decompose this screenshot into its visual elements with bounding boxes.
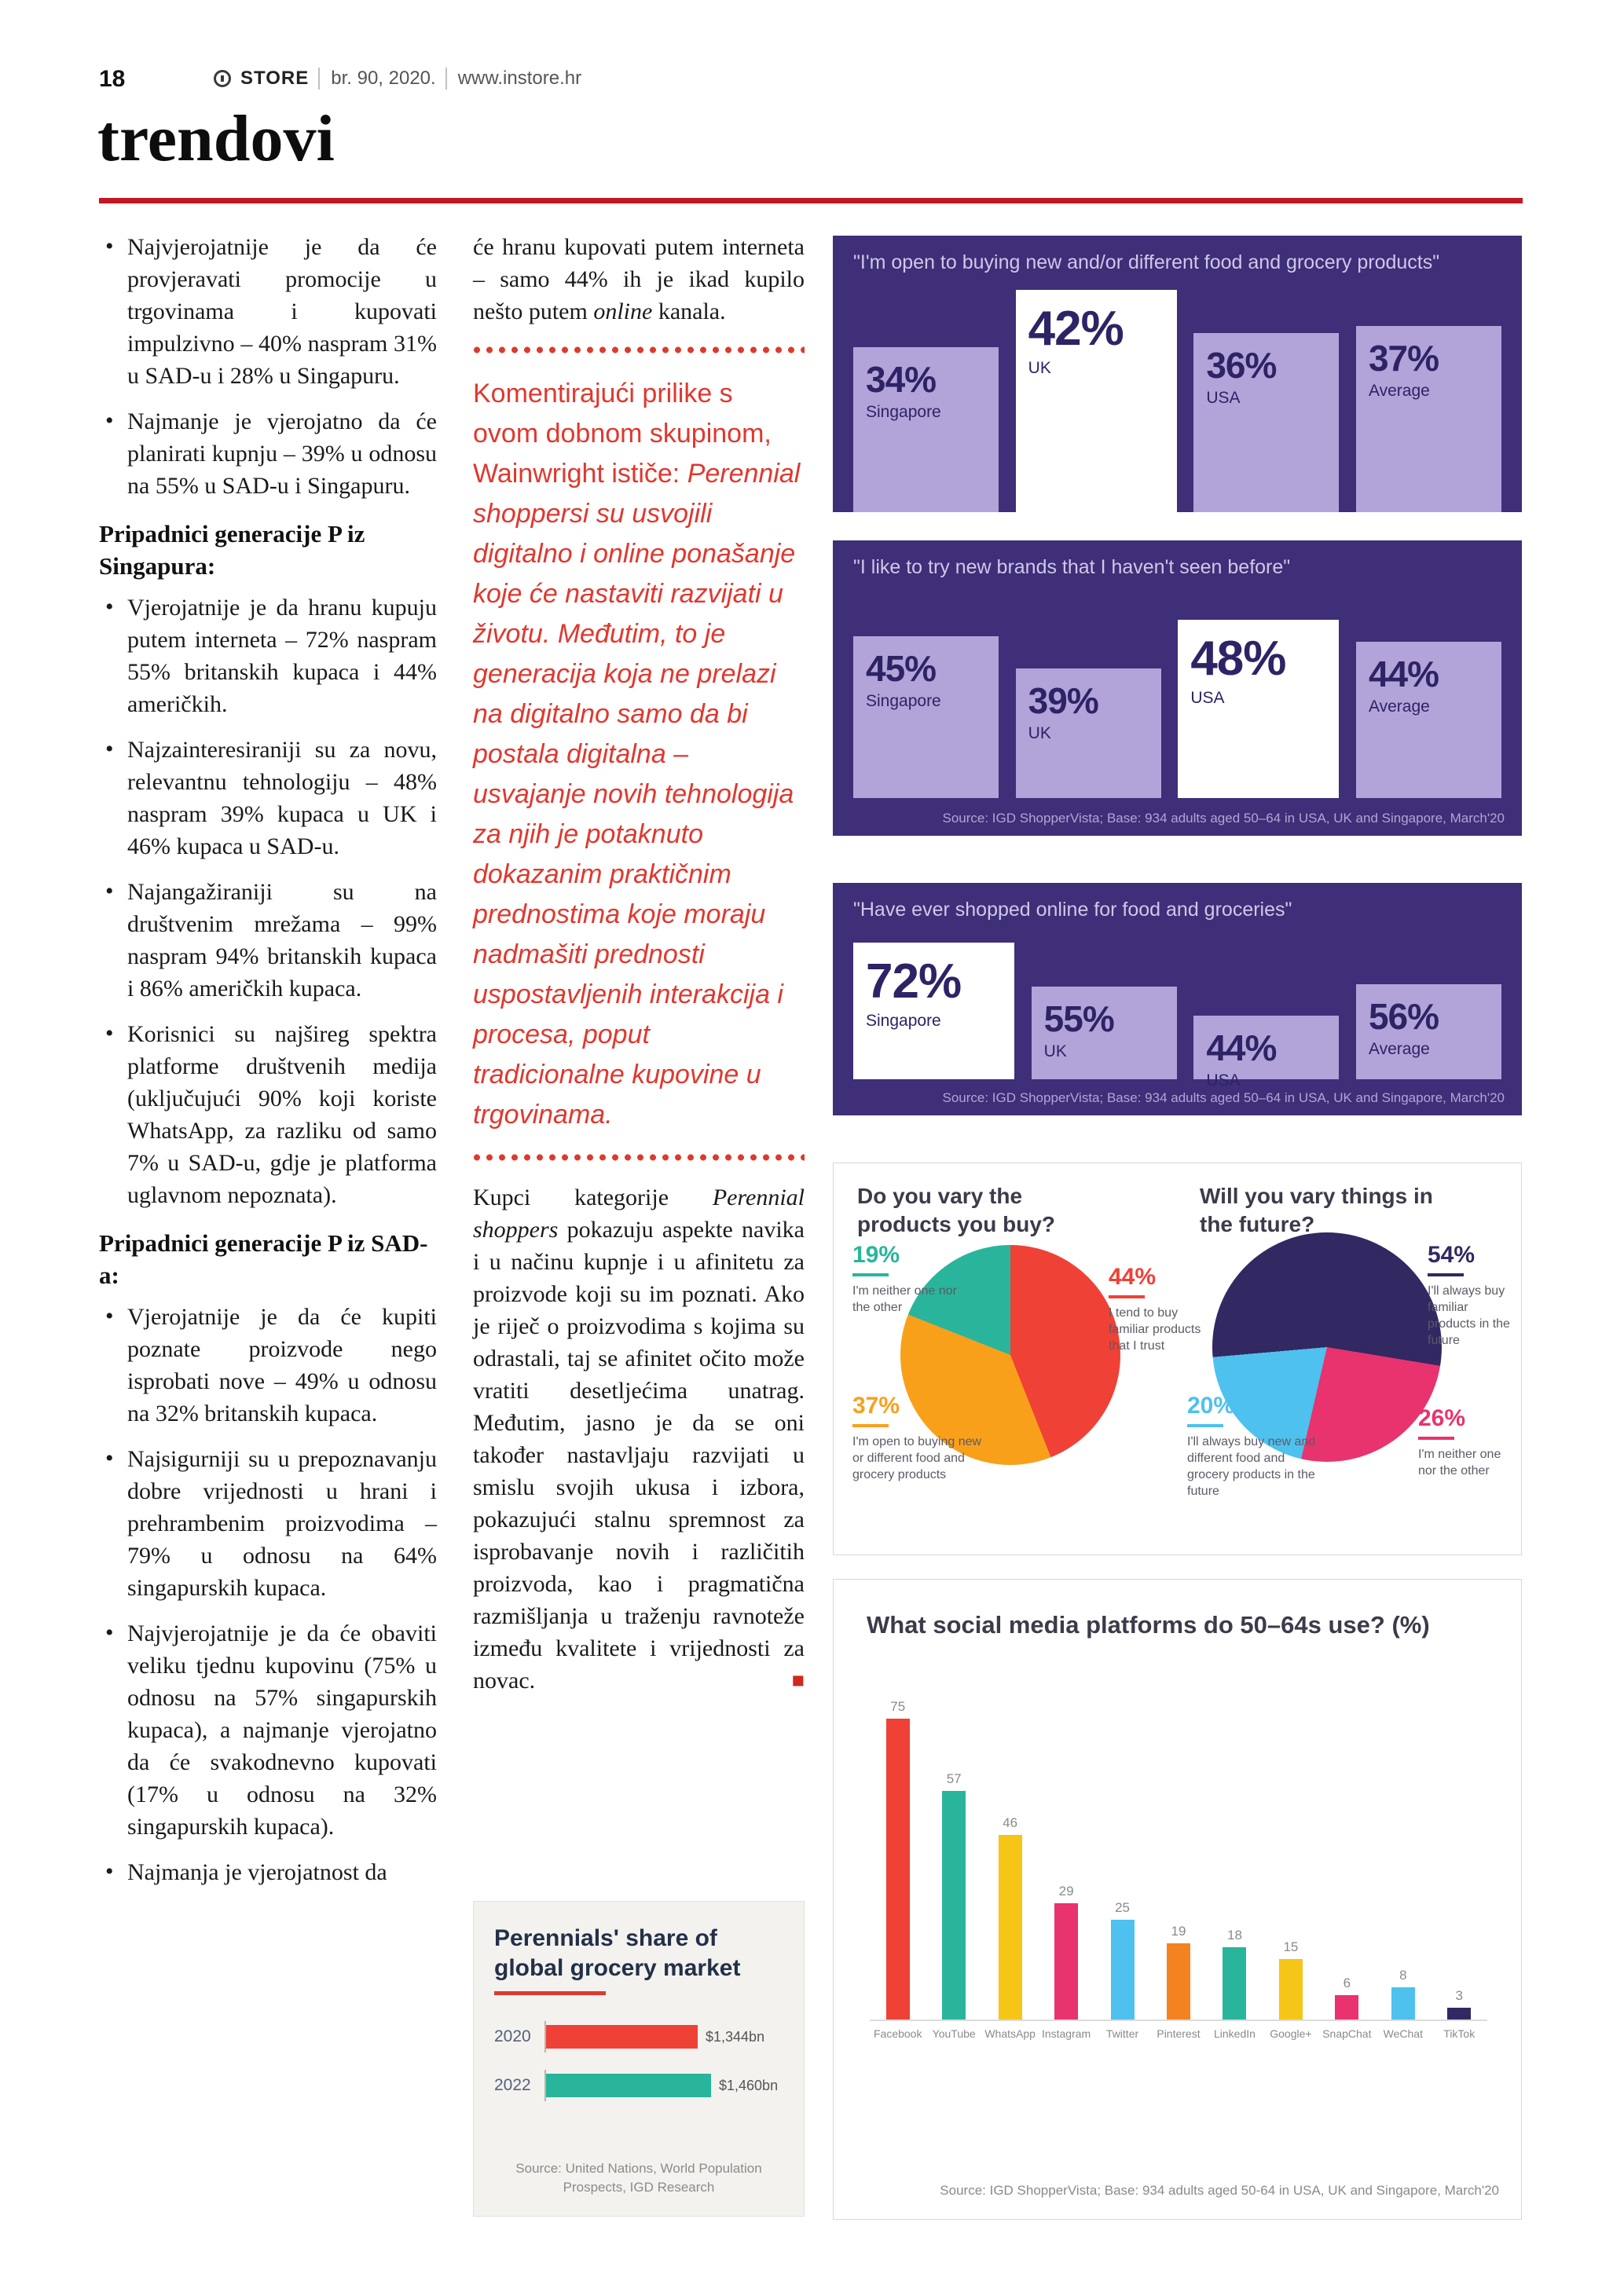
bullet-icon: • [105, 1620, 114, 1646]
pie-percent: 44% [1109, 1264, 1157, 1290]
chart-title: "I'm open to buying new and/or different food and grocery products" [853, 251, 1440, 273]
closing-text: Kupci kategorije [473, 1185, 713, 1210]
bar-category: TikTok [1443, 2027, 1476, 2040]
intro-paragraph [473, 231, 805, 328]
bullet-item [99, 591, 437, 720]
social-media-chart-panel [833, 1579, 1522, 2220]
pie-description: I'll always buy familiar products in the future [1428, 1284, 1510, 1347]
pie-description: I'll always buy new and different food and grocery products in the future [1187, 1435, 1316, 1498]
bullet-item [99, 1856, 437, 1888]
survey-chart-panel-new-brands [833, 540, 1522, 836]
bar [886, 1719, 910, 2020]
pie-percent: 20% [1187, 1393, 1235, 1419]
bar-value: 18 [1226, 1928, 1242, 1943]
bar-category: WeChat [1383, 2027, 1423, 2040]
masthead [214, 68, 581, 90]
survey-chart-panel-open-to-new [833, 236, 1522, 512]
pie-label [1187, 1393, 1319, 1500]
social-bar-wechat [1375, 1968, 1431, 2020]
chart-title: Perennials' share of global grocery market [494, 1925, 741, 1981]
bar-category: UK [1028, 359, 1051, 377]
bar-usa [1193, 1016, 1339, 1089]
bar [1335, 1995, 1358, 2020]
end-of-article-mark: ■ [791, 1668, 805, 1692]
social-bar-whatsapp [982, 1815, 1038, 2020]
subheading: Pripadnici generacije P iz Singapura: [99, 520, 365, 580]
bar [1447, 2008, 1471, 2020]
title-underline [494, 1991, 606, 1995]
bar-value: 3 [1455, 1988, 1463, 2003]
bullet-text: Vjerojatnije je da će kupiti poznate proizvode nego isprobati nove – 49% u odnosu na 32% britanskih kupaca. [127, 1304, 437, 1426]
bar-singapore [853, 943, 1014, 1079]
bar-category: UK [1028, 724, 1051, 742]
bar-category: USA [1190, 689, 1225, 707]
instore-logo-icon [214, 70, 231, 87]
bullet-text: Najmanje je vjerojatno da će planirati kupnju – 39% u odnosu na 55% u SAD-u i Singapuru. [127, 408, 437, 499]
bar-category: USA [1206, 1071, 1241, 1089]
social-bar-snapchat [1319, 1976, 1375, 2020]
bar-category: Pinterest [1157, 2027, 1201, 2040]
bullet-icon: • [105, 1858, 114, 1884]
bullet-text: Vjerojatnije je da hranu kupuju putem interneta – 72% naspram 55% britanskih kupaca i 44% američkih. [127, 595, 437, 717]
bar-value: 8 [1399, 1968, 1407, 1983]
bar-category: Average [1368, 1040, 1430, 1058]
bar-average [1356, 984, 1501, 1079]
bar [999, 1835, 1022, 2020]
brand-name: STORE [240, 68, 310, 89]
bar-category: Facebook [873, 2027, 922, 2040]
bar-uk [1032, 987, 1177, 1079]
bar-usa [1178, 620, 1339, 798]
social-bar-facebook [870, 1699, 926, 2020]
grocery-share-row [494, 2070, 791, 2101]
bullet-text: Najsigurniji su u prepoznavanju dobre vrijednosti u hrani i prehrambenim proizvodima – 79% u odnosu na 64% singapurskih kupaca. [127, 1446, 437, 1601]
left-column [99, 231, 437, 1902]
page-number: 18 [99, 66, 126, 92]
social-bar-google [1263, 1939, 1318, 2020]
bar-value: 42% [1028, 302, 1124, 356]
row-bar [546, 2025, 698, 2049]
bar-value: 25 [1115, 1900, 1130, 1915]
survey-chart-panel-online-shopping [833, 883, 1522, 1115]
pie-label [1418, 1405, 1517, 1479]
pie-chart-vary-future [834, 1163, 1521, 1554]
social-bar-pinterest [1150, 1924, 1206, 2020]
closing-paragraph [473, 1181, 805, 1697]
bar [1054, 1903, 1078, 2020]
chart-source: Source: IGD ShopperVista; Base: 934 adults aged 50–64 in USA, UK and Singapore, March'20 [942, 1090, 1505, 1105]
row-year: 2020 [494, 2027, 531, 2045]
pie-color-line [1187, 1424, 1223, 1427]
bullet-item [99, 1018, 437, 1211]
bullet-icon: • [105, 1303, 114, 1329]
bar-value: 19 [1171, 1924, 1186, 1939]
bar [1223, 1947, 1246, 2020]
bar-category: Singapore [866, 692, 941, 710]
bar-category: Singapore [866, 1012, 941, 1030]
bar-value: 29 [1058, 1884, 1074, 1899]
bar-value: 15 [1283, 1939, 1299, 1954]
pie-description: I'm neither one nor the other [852, 1284, 957, 1314]
chart-source: Source: IGD ShopperVista; Base: 934 adults aged 50-64 in USA, UK and Singapore, March'20 [940, 2183, 1499, 2198]
bar-category: Average [1368, 698, 1430, 716]
pie-charts-panel [833, 1163, 1522, 1555]
bar-category: Twitter [1105, 2027, 1139, 2040]
grocery-share-row [494, 2021, 791, 2052]
bar-category: UK [1043, 1042, 1067, 1060]
chart-title: "Have ever shopped online for food and groceries" [853, 899, 1292, 921]
chart-title: Will you vary things in the future? [1200, 1184, 1433, 1236]
bar-value: 46 [1003, 1815, 1018, 1830]
perennials-chart-box [473, 1901, 805, 2217]
bullet-icon: • [105, 1445, 114, 1471]
social-bar-instagram [1038, 1884, 1094, 2020]
chart-categories [870, 2027, 1487, 2040]
chart-bars [853, 620, 1501, 798]
bar-value: 44% [1368, 654, 1439, 694]
bar-value: 45% [866, 648, 937, 689]
bar-value: 37% [1368, 338, 1439, 379]
bar-usa [1193, 333, 1339, 512]
bullet-icon: • [105, 736, 114, 762]
chart-title: Do you vary the products you buy? [857, 1184, 1055, 1236]
bar-value: 48% [1190, 632, 1286, 686]
bar-category: LinkedIn [1213, 2027, 1256, 2040]
dotted-separator [473, 1154, 805, 1161]
section-title: trendovi [97, 102, 335, 175]
dotted-separator [473, 346, 805, 353]
chart-rows [494, 2021, 791, 2118]
bar-value: 39% [1028, 680, 1098, 721]
bar-singapore [853, 347, 999, 512]
bullet-item [99, 876, 437, 1005]
bar-category: YouTube [932, 2027, 976, 2040]
pie-percent: 37% [852, 1393, 900, 1419]
bar-category: USA [1206, 389, 1241, 407]
row-bar [546, 2074, 711, 2097]
pie-description: I'm open to buying new or different food and grocery products [852, 1435, 982, 1481]
bar-value: 72% [866, 954, 962, 1009]
row-year: 2022 [494, 2076, 531, 2094]
bar-average [1356, 642, 1501, 798]
social-bar-linkedin [1207, 1928, 1263, 2020]
pie-label [1428, 1242, 1517, 1349]
social-bar-twitter [1094, 1900, 1150, 2020]
bar-category: Singapore [866, 403, 941, 421]
bar-category: SnapChat [1322, 2027, 1372, 2040]
bullet-item [99, 734, 437, 862]
intro-text: će hranu kupovati putem interneta – samo 44% ih je ikad kupilo nešto putem [473, 234, 805, 324]
pie-percent: 19% [852, 1242, 900, 1268]
bar-uk [1016, 290, 1177, 512]
chart-title: What social media platforms do 50–64s use? (%) [867, 1611, 1430, 1639]
bar-uk [1016, 668, 1161, 798]
title-rule [99, 198, 1523, 203]
site-url: www.instore.hr [445, 68, 581, 90]
closing-text-end: pokazuju aspekte navika i u načinu kupnje i u afinitetu za proizvode koji su im poznati. Ako je riječ o proizvodima s kojima su odrastali, taj se afinitet očito može vratiti desetljećima unatrag. Međutim, jasno je da se oni također nastavljaju razvijati u smislu svojih ukusa i izbora, pokazujući stalnu spremnost za isprobavanje novih i različitih proizvoda, kao i pragmatična razmišljanja u traženju ravnoteže između kvalitete i vrijednosti za novac. [473, 1217, 805, 1694]
bar-value: 56% [1368, 996, 1439, 1037]
bullet-item [99, 1443, 437, 1604]
bullet-icon: • [105, 594, 114, 620]
bullet-icon: • [105, 233, 114, 259]
intro-italic-text: online [593, 298, 653, 324]
issue-label: br. 90, 2020. [318, 68, 435, 90]
middle-column [473, 231, 805, 1697]
bullet-icon: • [105, 1020, 114, 1046]
bar [1391, 1987, 1415, 2020]
bar-value: 34% [866, 359, 937, 400]
bullet-item [99, 231, 437, 392]
bar-singapore [853, 636, 999, 798]
chart-title: "I like to try new brands that I haven't seen before" [853, 556, 1291, 578]
bar-value: 6 [1343, 1976, 1351, 1990]
intro-text-end: kanala. [652, 298, 726, 324]
row-bar-wrap [544, 2070, 711, 2101]
bullet-item [99, 1301, 437, 1430]
pie-color-line [1428, 1273, 1464, 1276]
social-bar-youtube [926, 1771, 981, 2020]
closing-italic-text: Perennial shoppers [473, 1185, 805, 1243]
bar-value: 57 [946, 1771, 962, 1786]
bullet-icon: • [105, 878, 114, 904]
bullet-item [99, 405, 437, 502]
subheading: Pripadnici generacije P iz SAD-a: [99, 1229, 428, 1289]
social-bar-tiktok [1432, 1988, 1487, 2020]
chart-bars [870, 1696, 1487, 2021]
pie-percent: 54% [1428, 1242, 1476, 1268]
bar [1279, 1959, 1303, 2020]
quote-lead: Komentirajući prilike s ovom dobnom skupinom, Wainwright ističe: [473, 379, 772, 489]
pie-description: I'm neither one nor the other [1418, 1448, 1501, 1478]
chart-source: Source: United Nations, World Population Prospects, IGD Research [515, 2161, 762, 2195]
bar-value: 44% [1206, 1027, 1277, 1068]
chart-source: Source: IGD ShopperVista; Base: 934 adults aged 50–64 in USA, UK and Singapore, March'20 [942, 811, 1505, 826]
bullet-text: Korisnici su najšireg spektra platforme društvenih medija (uključujući 90% koji koriste WhatsApp, za razliku od samo 7% u SAD-u, gdje je platforma uglavnom nepoznata). [127, 1021, 437, 1208]
chart-bars [853, 943, 1501, 1089]
bar-category: WhatsApp [984, 2027, 1036, 2040]
row-value: $1,460bn [719, 2077, 779, 2093]
bar [1167, 1943, 1190, 2020]
pull-quote [473, 374, 805, 1135]
chart-bars [853, 290, 1501, 512]
pie-percent: 26% [1418, 1405, 1466, 1431]
bullet-text: Najangažiraniji su na društvenim mrežama – 99% naspram 94% britanskih kupaca i 86% američkih kupaca. [127, 879, 437, 1002]
bullet-text: Najmanja je vjerojatnost da [127, 1859, 387, 1885]
bar-value: 36% [1206, 345, 1277, 386]
bar [942, 1791, 966, 2020]
row-bar-wrap [544, 2021, 698, 2052]
bullet-item [99, 1617, 437, 1843]
pie-color-line [1418, 1437, 1454, 1440]
bar [1111, 1920, 1135, 2020]
bar-category: Instagram [1041, 2027, 1091, 2040]
bar-average [1356, 326, 1501, 512]
bullet-text: Najvjerojatnije je da će provjeravati promocije u trgovinama i kupovati impulzivno – 40% naspram 31% u SAD-u i 28% u Singapuru. [127, 234, 437, 389]
bar-value: 75 [890, 1699, 906, 1714]
bar-category: Google+ [1270, 2027, 1312, 2040]
bullet-icon: • [105, 408, 114, 434]
row-value: $1,344bn [706, 2028, 765, 2045]
bullet-text: Najvjerojatnije je da će obaviti veliku tjednu kupovinu (75% u odnosu na 57% singapurskih kupaca), a najmanje vjerojatno da će svakodnevno kupovati (17% u odnosu na 32% singapurskih kupaca). [127, 1620, 437, 1840]
bar-value: 55% [1043, 998, 1114, 1039]
pie-description: I tend to buy familiar products that I trust [1109, 1306, 1201, 1353]
bar-category: Average [1368, 382, 1430, 400]
quote-body: Perennial shoppersi su usvojili digitalno i online ponašanje koje će nastaviti razvijati u životu. Međutim, to je generacija koja ne prelazi na digitalno samo da bi postala digitalna – usvajanje novih tehnologija za njih je potaknuto dokazanim praktičnim prednostima koje moraju nadmašiti prednosti uspostavljenih interakcija i procesa, poput tradicionalne kupovine u trgovinama. [473, 459, 801, 1130]
bullet-text: Najzainteresiraniji su za novu, relevantnu tehnologiju – 48% naspram 39% kupaca u UK i 46% kupaca u SAD-u. [127, 737, 437, 859]
